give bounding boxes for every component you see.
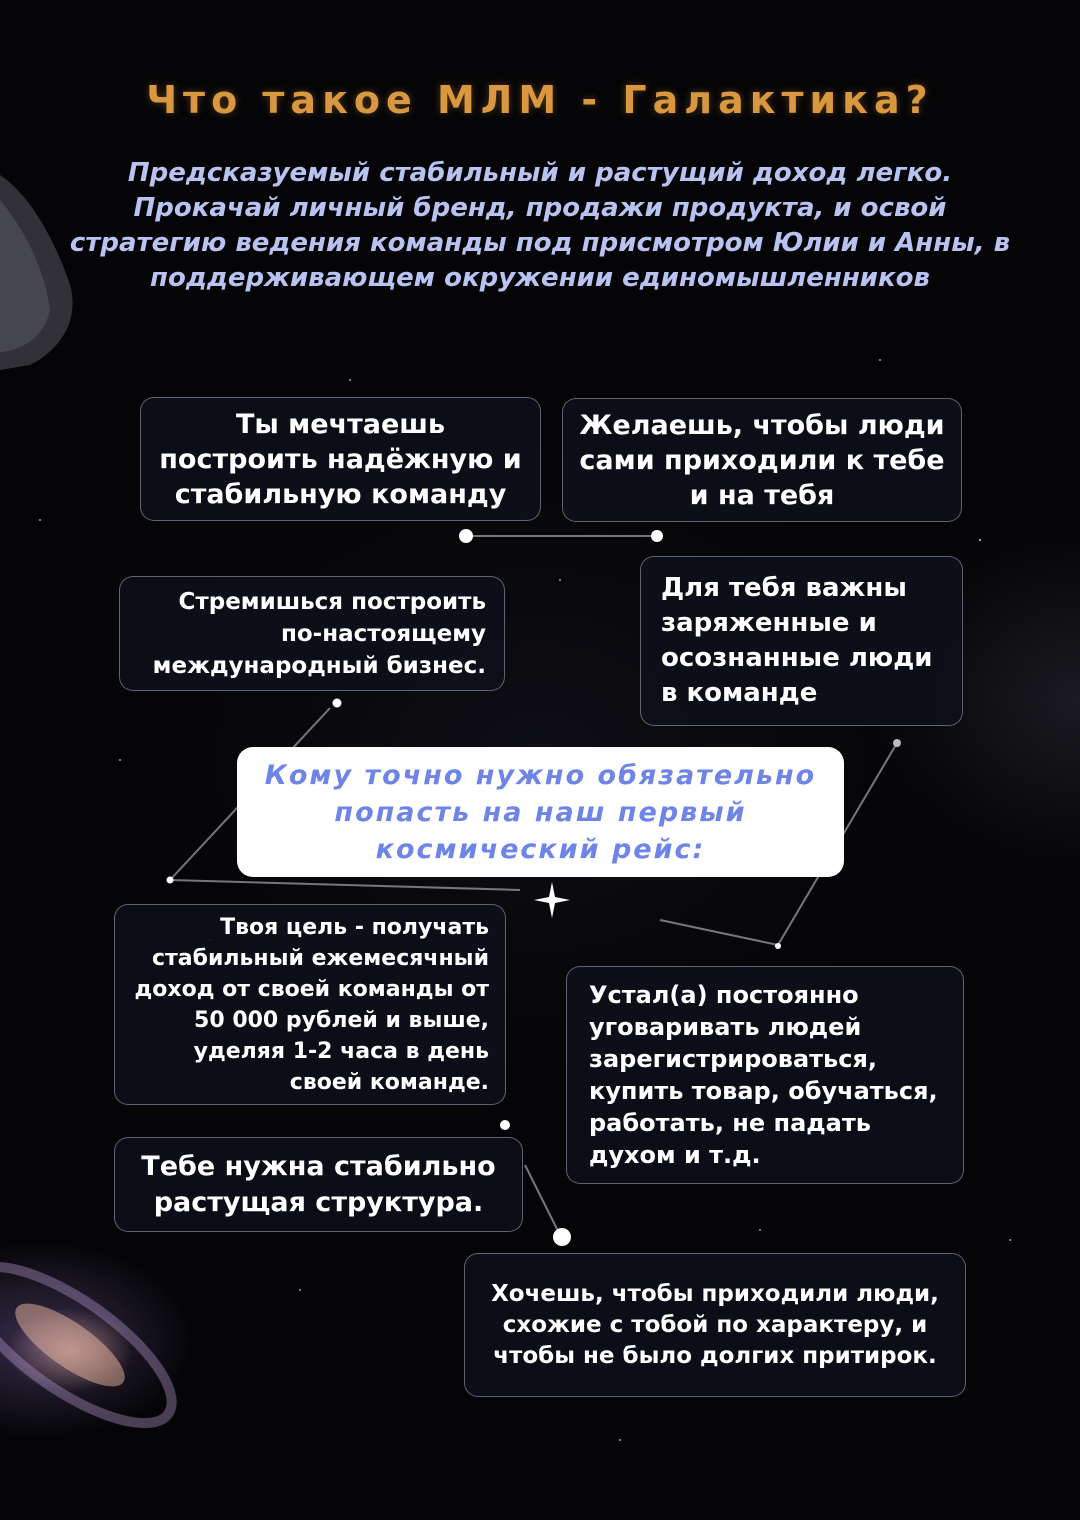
star-dot (775, 943, 781, 949)
star-dot (167, 877, 174, 884)
page-title: Что такое МЛМ - Галактика? (146, 78, 934, 122)
card-similar-people (464, 1253, 966, 1397)
card-international-text: Стремишься построить по-настоящему международный бизнес. (152, 588, 486, 679)
galaxy-spiral-inner (4, 1290, 136, 1401)
card-income-goal (114, 904, 506, 1105)
star-dot (459, 529, 473, 543)
star-dot (553, 1228, 571, 1246)
sparkle-star (534, 882, 570, 918)
card-tired-persuading-text: Устал(а) постоянно уговаривать людей зарегистрироваться, купить товар, обучаться, работать, не падать духом и т.д. (589, 981, 938, 1169)
star-dot (500, 1120, 510, 1130)
card-charged-people-text: Для тебя важны заряженные и осознанные люди в команде (661, 573, 933, 708)
card-people-come (562, 398, 962, 522)
card-dream-team-text: Ты мечтаешь построить надёжную и стабильную команду (159, 408, 522, 510)
card-income-goal-text: Твоя цель - получать стабильный ежемесячный доход от своей команды от 50 000 рублей и выше, уделяя 1-2 часа в день своей команде. (134, 914, 489, 1095)
star-dot (893, 739, 901, 747)
card-growing-structure-text: Тебе нужна стабильно растущая структура. (141, 1150, 496, 1218)
page-subtitle: Предсказуемый стабильный и растущий доход легко. Прокачай личный бренд, продажи продукта, и освой стратегию ведения команды под присмотром Юлии и Анны, в поддерживающем окружении единомышленников (69, 158, 1011, 293)
star-dot (333, 699, 342, 708)
star-dot (651, 530, 663, 542)
card-people-come-text: Желаешь, чтобы люди сами приходили к тебе и на тебя (579, 409, 945, 511)
card-charged-people (640, 556, 963, 726)
card-dream-team (140, 397, 541, 521)
card-growing-structure (114, 1137, 523, 1232)
center-question-text: Кому точно нужно обязательно попасть на наш первый космический рейс: (264, 759, 817, 865)
card-international (119, 576, 505, 691)
card-similar-people-text: Хочешь, чтобы приходили люди, схожие с тобой по характеру, и чтобы не было долгих притирок. (491, 1280, 939, 1369)
center-question-card (237, 747, 844, 877)
card-tired-persuading (566, 966, 964, 1184)
